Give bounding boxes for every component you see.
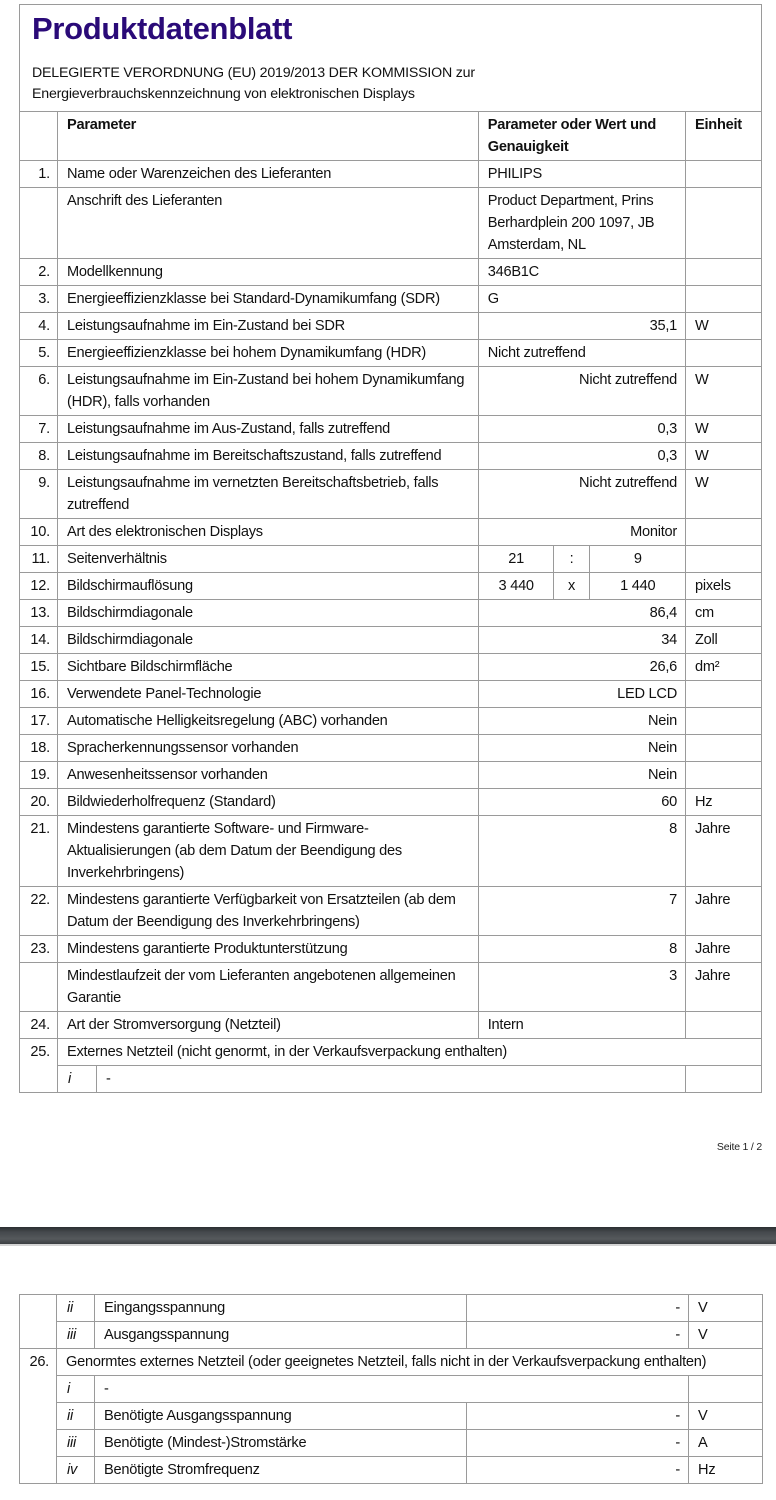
row-number: 22. xyxy=(20,887,58,936)
row-value: 7 xyxy=(478,887,685,936)
row-number: 21. xyxy=(20,816,58,887)
row-number: 10. xyxy=(20,519,58,546)
row-parameter: Verwendete Panel-Technologie xyxy=(57,681,478,708)
sub-value: - xyxy=(467,1430,689,1457)
row-number: 15. xyxy=(20,654,58,681)
row-unit xyxy=(686,519,762,546)
row-number xyxy=(20,188,58,259)
datasheet-page-1 xyxy=(19,4,762,1093)
header-value: Parameter oder Wert und Genauigkeit xyxy=(478,112,685,161)
row-unit: W xyxy=(686,443,762,470)
roman-numeral: iv xyxy=(57,1457,95,1484)
row-parameter: Anschrift des Lieferanten xyxy=(57,188,478,259)
row-unit: Jahre xyxy=(686,936,762,963)
row-value: 35,1 xyxy=(478,313,685,340)
table-row xyxy=(20,519,762,546)
row-parameter: Seitenverhältnis xyxy=(57,546,478,573)
row-value: 0,3 xyxy=(478,416,685,443)
row-parameter: Name oder Warenzeichen des Lieferanten xyxy=(57,161,478,188)
row-unit xyxy=(686,340,762,367)
row-number xyxy=(20,963,58,1012)
table-row xyxy=(20,416,762,443)
row-number: 7. xyxy=(20,416,58,443)
section-number-spacer xyxy=(20,1457,57,1484)
sub-unit: V xyxy=(689,1322,763,1349)
row-value-separator: x xyxy=(553,573,589,600)
sub-unit xyxy=(686,1066,762,1093)
section-26-sub-iii xyxy=(20,1430,763,1457)
row-unit xyxy=(686,681,762,708)
row-unit: W xyxy=(686,470,762,519)
row-parameter: Automatische Helligkeitsregelung (ABC) vorhanden xyxy=(57,708,478,735)
section-number-spacer xyxy=(20,1066,58,1093)
row-unit xyxy=(686,188,762,259)
row-parameter: Art des elektronischen Displays xyxy=(57,519,478,546)
table-row xyxy=(20,313,762,340)
table-row xyxy=(20,681,762,708)
sub-parameter: Benötigte Ausgangsspannung xyxy=(95,1403,467,1430)
table-row xyxy=(20,735,762,762)
table-row xyxy=(20,762,762,789)
row-unit: cm xyxy=(686,600,762,627)
sub-parameter: Ausgangsspannung xyxy=(95,1322,467,1349)
section-25-header xyxy=(20,1039,762,1066)
table-row xyxy=(20,161,762,188)
roman-numeral: ii xyxy=(57,1295,95,1322)
table-header-row xyxy=(20,112,762,161)
page-divider-bar xyxy=(0,1227,776,1244)
row-number: 9. xyxy=(20,470,58,519)
row-value: Nicht zutreffend xyxy=(478,470,685,519)
row-value-a: 3 440 xyxy=(478,573,553,600)
section-26-sub-i xyxy=(20,1376,763,1403)
row-parameter: Leistungsaufnahme im Bereitschaftszustand, falls zutreffend xyxy=(57,443,478,470)
table-row xyxy=(20,259,762,286)
regulation-line-1: DELEGIERTE VERORDNUNG (EU) 2019/2013 DER KOMMISSION zur xyxy=(32,65,475,81)
row-value-separator: : xyxy=(553,546,589,573)
datasheet-page-2 xyxy=(19,1294,762,1484)
table-row xyxy=(20,286,762,313)
row-unit: Hz xyxy=(686,789,762,816)
row-unit: dm² xyxy=(686,654,762,681)
table-row xyxy=(20,188,762,259)
roman-numeral: ii xyxy=(57,1403,95,1430)
row-parameter: Leistungsaufnahme im Ein-Zustand bei hohem Dynamikumfang (HDR), falls vorhanden xyxy=(57,367,478,416)
sub-unit xyxy=(689,1376,763,1403)
row-number: 2. xyxy=(20,259,58,286)
row-value: 26,6 xyxy=(478,654,685,681)
table-row xyxy=(20,600,762,627)
section-26-sub-ii xyxy=(20,1403,763,1430)
sub-value: - xyxy=(467,1403,689,1430)
row-unit xyxy=(686,1012,762,1039)
section-number-spacer xyxy=(20,1376,57,1403)
row-value: 0,3 xyxy=(478,443,685,470)
row-number: 8. xyxy=(20,443,58,470)
roman-numeral: i xyxy=(57,1066,96,1093)
row-parameter: Bildwiederholfrequenz (Standard) xyxy=(57,789,478,816)
sub-unit: V xyxy=(689,1295,763,1322)
row-parameter: Energieeffizienzklasse bei hohem Dynamikumfang (HDR) xyxy=(57,340,478,367)
row-value: Nein xyxy=(478,708,685,735)
row-number: 6. xyxy=(20,367,58,416)
row-value: Nein xyxy=(478,762,685,789)
row-value-b: 9 xyxy=(589,546,685,573)
row-value-a: 21 xyxy=(478,546,553,573)
table-row xyxy=(20,1012,762,1039)
row-value: 8 xyxy=(478,936,685,963)
row-parameter: Bildschirmauflösung xyxy=(57,573,478,600)
table-row xyxy=(20,367,762,416)
row-value: 34 xyxy=(478,627,685,654)
row-number: 14. xyxy=(20,627,58,654)
row-unit xyxy=(686,161,762,188)
roman-numeral: i xyxy=(57,1376,95,1403)
row-value: G xyxy=(478,286,685,313)
row-number: 12. xyxy=(20,573,58,600)
section-number: 25. xyxy=(20,1039,58,1066)
row-unit: Jahre xyxy=(686,963,762,1012)
row-unit: W xyxy=(686,416,762,443)
roman-numeral: iii xyxy=(57,1322,95,1349)
row-number: 19. xyxy=(20,762,58,789)
table-row xyxy=(20,340,762,367)
row-value: 3 xyxy=(478,963,685,1012)
row-parameter: Sichtbare Bildschirmfläche xyxy=(57,654,478,681)
section-number-spacer xyxy=(20,1403,57,1430)
row-value: Nein xyxy=(478,735,685,762)
section-26-sub-iv xyxy=(20,1457,763,1484)
row-value: Product Department, Prins Berhardplein 200 1097, JB Amsterdam, NL xyxy=(478,188,685,259)
section-number-spacer xyxy=(20,1430,57,1457)
table-row xyxy=(20,443,762,470)
row-parameter: Mindestens garantierte Produktunterstützung xyxy=(57,936,478,963)
row-value: LED LCD xyxy=(478,681,685,708)
table-row xyxy=(20,936,762,963)
sub-unit: Hz xyxy=(689,1457,763,1484)
row-parameter: Energieeffizienzklasse bei Standard-Dynamikumfang (SDR) xyxy=(57,286,478,313)
row-parameter: Anwesenheitssensor vorhanden xyxy=(57,762,478,789)
row-value: Nicht zutreffend xyxy=(478,340,685,367)
row-unit xyxy=(686,546,762,573)
section-number-spacer xyxy=(20,1322,57,1349)
row-number: 17. xyxy=(20,708,58,735)
row-value-b: 1 440 xyxy=(589,573,685,600)
row-unit: Zoll xyxy=(686,627,762,654)
table-row xyxy=(20,789,762,816)
sub-parameter: Benötigte Stromfrequenz xyxy=(95,1457,467,1484)
table-row-resolution xyxy=(20,573,762,600)
section-25-sub-i xyxy=(20,1066,762,1093)
row-number: 16. xyxy=(20,681,58,708)
section-25-sub-ii xyxy=(20,1295,763,1322)
table-row xyxy=(20,816,762,887)
row-value: Monitor xyxy=(478,519,685,546)
section-title: Genormtes externes Netzteil (oder geeignetes Netzteil, falls nicht in der Verkaufsverpackung enthalten) xyxy=(57,1349,763,1376)
row-number: 18. xyxy=(20,735,58,762)
row-unit xyxy=(686,259,762,286)
row-value: 346B1C xyxy=(478,259,685,286)
row-parameter: Modellkennung xyxy=(57,259,478,286)
header-unit: Einheit xyxy=(686,112,762,161)
section-number: 26. xyxy=(20,1349,57,1376)
row-number: 11. xyxy=(20,546,58,573)
row-value: Intern xyxy=(478,1012,685,1039)
row-unit: Jahre xyxy=(686,887,762,936)
row-unit: W xyxy=(686,367,762,416)
row-parameter: Leistungsaufnahme im Aus-Zustand, falls zutreffend xyxy=(57,416,478,443)
row-unit: W xyxy=(686,313,762,340)
row-unit xyxy=(686,708,762,735)
section-title: Externes Netzteil (nicht genormt, in der Verkaufsverpackung enthalten) xyxy=(57,1039,761,1066)
sub-parameter: Eingangsspannung xyxy=(95,1295,467,1322)
sub-value: - xyxy=(467,1457,689,1484)
sub-unit: A xyxy=(689,1430,763,1457)
section-26-header xyxy=(20,1349,763,1376)
table-row xyxy=(20,627,762,654)
sub-value: - xyxy=(96,1066,685,1093)
page-divider-shadow xyxy=(0,1244,776,1246)
table-row xyxy=(20,654,762,681)
sub-value: - xyxy=(467,1295,689,1322)
row-value: 8 xyxy=(478,816,685,887)
row-parameter: Mindestens garantierte Verfügbarkeit von Ersatzteilen (ab dem Datum der Beendigung des Inverkehrbringens) xyxy=(57,887,478,936)
sub-value: - xyxy=(467,1322,689,1349)
row-number: 4. xyxy=(20,313,58,340)
table-row xyxy=(20,887,762,936)
title-box xyxy=(19,4,762,111)
row-value: Nicht zutreffend xyxy=(478,367,685,416)
row-number: 23. xyxy=(20,936,58,963)
row-parameter: Leistungsaufnahme im Ein-Zustand bei SDR xyxy=(57,313,478,340)
row-number: 3. xyxy=(20,286,58,313)
row-parameter: Mindestlaufzeit der vom Lieferanten angebotenen allgemeinen Garantie xyxy=(57,963,478,1012)
product-data-table-continued xyxy=(19,1294,763,1484)
row-unit: pixels xyxy=(686,573,762,600)
section-number-spacer xyxy=(20,1295,57,1322)
row-value: 60 xyxy=(478,789,685,816)
page-indicator: Seite 1 / 2 xyxy=(716,1141,762,1153)
header-num-cell xyxy=(20,112,58,161)
sub-parameter: Benötigte (Mindest-)Stromstärke xyxy=(95,1430,467,1457)
row-parameter: Leistungsaufnahme im vernetzten Bereitschaftsbetrieb, falls zutreffend xyxy=(57,470,478,519)
row-parameter: Art der Stromversorgung (Netzteil) xyxy=(57,1012,478,1039)
row-value: PHILIPS xyxy=(478,161,685,188)
table-row-aspect-ratio xyxy=(20,546,762,573)
section-25-sub-iii xyxy=(20,1322,763,1349)
regulation-line-2: Energieverbrauchskennzeichnung von elektronischen Displays xyxy=(32,86,415,102)
roman-numeral: iii xyxy=(57,1430,95,1457)
row-unit xyxy=(686,762,762,789)
row-parameter: Mindestens garantierte Software- und Firmware-Aktualisierungen (ab dem Datum der Beendigung des Inverkehrbringens) xyxy=(57,816,478,887)
row-number: 5. xyxy=(20,340,58,367)
row-parameter: Spracherkennungssensor vorhanden xyxy=(57,735,478,762)
row-value: 86,4 xyxy=(478,600,685,627)
row-number: 20. xyxy=(20,789,58,816)
row-unit xyxy=(686,735,762,762)
row-unit xyxy=(686,286,762,313)
table-row xyxy=(20,470,762,519)
row-number: 24. xyxy=(20,1012,58,1039)
product-data-table xyxy=(19,111,762,1093)
table-row xyxy=(20,963,762,1012)
header-parameter: Parameter xyxy=(57,112,478,161)
sub-unit: V xyxy=(689,1403,763,1430)
table-row xyxy=(20,708,762,735)
row-parameter: Bildschirmdiagonale xyxy=(57,627,478,654)
row-number: 13. xyxy=(20,600,58,627)
page-title: Produktdatenblatt xyxy=(32,11,293,46)
row-unit: Jahre xyxy=(686,816,762,887)
row-number: 1. xyxy=(20,161,58,188)
row-parameter: Bildschirmdiagonale xyxy=(57,600,478,627)
sub-value: - xyxy=(95,1376,689,1403)
